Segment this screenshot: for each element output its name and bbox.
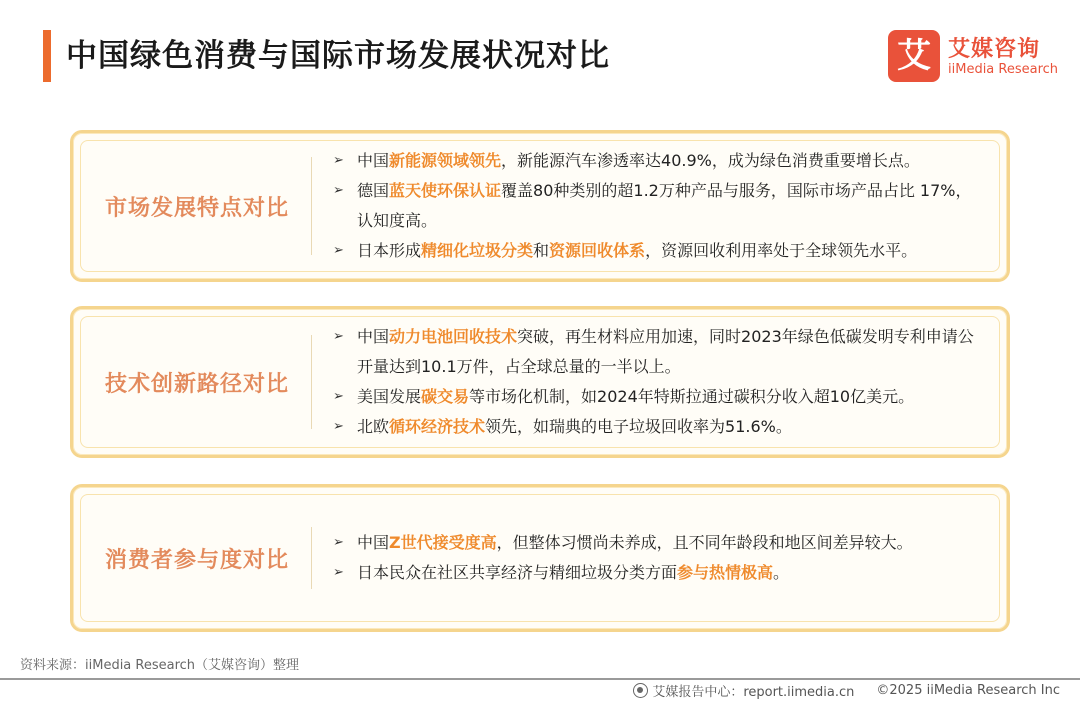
panel-label: 消费者参与度对比 [104,547,289,573]
arrow-bullet-icon: ➢ [333,243,344,258]
panel-tech-innovation [70,306,1010,458]
page-title: 中国绿色消费与国际市场发展状况对比 [66,38,610,74]
highlight-text: Z世代接受度高 [389,533,497,552]
footer-divider [0,678,1080,680]
bullet-item: ➢ 美国发展碳交易等市场化机制，如2024年特斯拉通过碳积分收入超10亿美元。 [329,382,987,412]
bullet-item: ➢ 德国蓝天使环保认证覆盖80种类别的超1.2万种产品与服务，国际市场产品占比 17%，认知度高。 [329,176,987,236]
logo-name-cn: 艾媒咨询 [948,37,1041,62]
panel-divider [311,527,312,589]
highlight-text: 资源回收体系 [549,241,646,260]
highlight-text: 蓝天使环保认证 [389,181,502,200]
title-accent-bar [43,30,51,82]
bullet-list [329,309,987,455]
copyright-text: ©2025 iiMedia Research Inc [876,683,1060,698]
logo-name-en: iiMedia Research [948,62,1059,77]
panel-market-development [70,130,1010,282]
arrow-bullet-icon: ➢ [333,153,344,168]
arrow-bullet-icon: ➢ [333,389,344,404]
bullet-list [329,133,987,279]
panel-consumer-participation [70,484,1010,632]
report-center-link[interactable]: 艾媒报告中心：report.iimedia.cn [652,685,855,700]
bullet-item: ➢ 北欧循环经济技术领先，如瑞典的电子垃圾回收率为51.6%。 [329,412,987,442]
footer-info [633,681,1060,700]
bullet-list [329,487,987,629]
bullet-item: ➢ 中国动力电池回收技术突破，再生材料应用加速，同时2023年绿色低碳发明专利申请公开量达到10.1万件，占全球总量的一半以上。 [329,322,987,382]
panel-divider [311,335,312,429]
arrow-bullet-icon: ➢ [333,329,344,344]
highlight-text: 动力电池回收技术 [389,327,518,346]
highlight-text: 精细化垃圾分类 [421,241,534,260]
logo-mark-icon: 艾 [888,30,940,82]
brand-logo [888,30,1058,82]
highlight-text: 参与热情极高 [677,563,774,582]
source-note: 资料来源：iiMedia Research（艾媒咨询）整理 [20,658,300,673]
highlight-text: 循环经济技术 [389,417,486,436]
bullet-item: ➢ 中国Z世代接受度高，但整体习惯尚未养成，且不同年龄段和地区间差异较大。 [329,528,987,558]
report-center-icon [633,683,648,698]
arrow-bullet-icon: ➢ [333,565,344,580]
panel-label: 市场发展特点对比 [104,195,289,221]
arrow-bullet-icon: ➢ [333,535,344,550]
highlight-text: 碳交易 [421,387,470,406]
panel-divider [311,157,312,255]
arrow-bullet-icon: ➢ [333,419,344,434]
highlight-text: 新能源领域领先 [389,151,502,170]
arrow-bullet-icon: ➢ [333,183,344,198]
bullet-item: ➢ 日本形成精细化垃圾分类和资源回收体系，资源回收利用率处于全球领先水平。 [329,236,987,266]
panel-label: 技术创新路径对比 [104,371,289,397]
bullet-item: ➢ 日本民众在社区共享经济与精细垃圾分类方面参与热情极高。 [329,558,987,588]
bullet-item: ➢ 中国新能源领域领先，新能源汽车渗透率达40.9%，成为绿色消费重要增长点。 [329,146,987,176]
